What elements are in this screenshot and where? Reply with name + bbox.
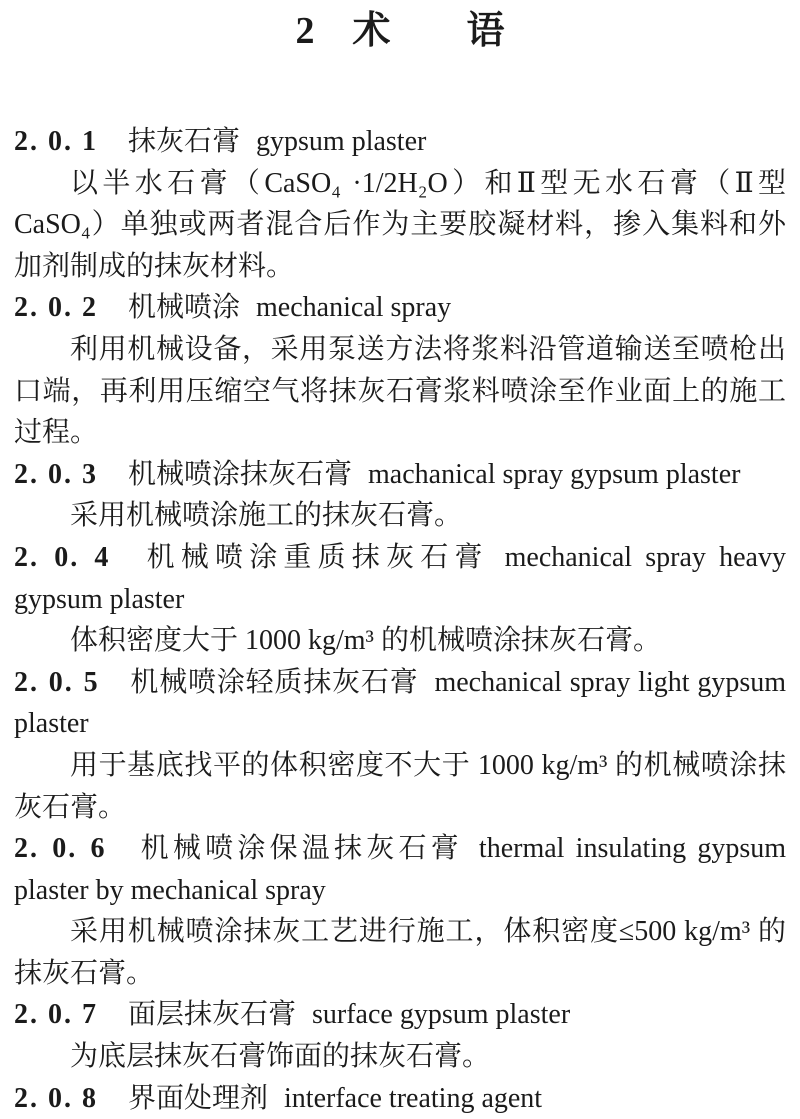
term-chinese: 机械喷涂保温抹灰石膏	[136, 833, 463, 865]
clause-number: 2. 0. 2	[14, 292, 98, 324]
clause-number: 2. 0. 1	[14, 126, 98, 157]
clause-definition: 采用机械喷涂施工的抹灰石膏。	[70, 500, 463, 532]
term-chinese: 机械喷涂重质抹灰石膏	[140, 541, 489, 573]
clause-heading	[14, 994, 786, 1036]
clause-number: 2. 0. 8	[14, 1082, 98, 1114]
clause-heading	[14, 287, 786, 329]
term-chinese: 机械喷涂轻质抹灰石膏	[129, 666, 419, 698]
clause-2-0-7	[14, 994, 786, 1077]
clause-2-0-2	[14, 287, 786, 453]
clause-heading	[14, 1078, 786, 1119]
clause-number: 2. 0. 5	[14, 666, 100, 698]
clause-2-0-5	[14, 662, 786, 828]
chapter-title: 2 术 语	[295, 10, 505, 52]
term-english: mechanical spray heavy gypsum plaster	[14, 541, 786, 615]
clause-heading	[14, 662, 786, 745]
clause-definition: 采用机械喷涂抹灰工艺进行施工，体积密度≤500 kg/m³ 的抹灰石膏。	[14, 916, 786, 989]
term-chinese: 面层抹灰石膏	[128, 999, 297, 1031]
term-english: gypsum plaster	[256, 126, 427, 157]
clause-definition: 以半水石膏（CaSO₄ ·1/2H₂O）和Ⅱ型无水石膏（Ⅱ型 CaSO₄）单独或两者混合后作为主要胶凝材料，掺入集料和外加剂制成的抹灰材料。	[14, 167, 786, 282]
clause-heading	[14, 454, 786, 496]
term-chinese: 抹灰石膏	[128, 126, 241, 157]
clause-number: 2. 0. 7	[14, 999, 98, 1031]
term-chinese: 机械喷涂抹灰石膏	[128, 458, 353, 490]
clause-number: 2. 0. 3	[14, 458, 98, 490]
clause-2-0-3	[14, 454, 786, 537]
clause-2-0-8	[14, 1078, 786, 1119]
term-english: surface gypsum plaster	[312, 999, 571, 1031]
term-chinese: 机械喷涂	[128, 292, 241, 324]
term-english: mechanical spray light gypsum plaster	[14, 666, 786, 740]
clause-2-0-1	[14, 121, 786, 287]
term-english: interface treating agent	[284, 1082, 543, 1114]
clause-definition: 为底层抹灰石膏饰面的抹灰石膏。	[70, 1041, 491, 1073]
clause-definition: 用于基底找平的体积密度不大于 1000 kg/m³ 的机械喷涂抹灰石膏。	[14, 749, 786, 823]
clause-heading	[14, 537, 786, 620]
clause-definition: 利用机械设备，采用泵送方法将浆料沿管道输送至喷枪出口端，再利用压缩空气将抹灰石膏浆料喷涂至作业面上的施工过程。	[14, 333, 786, 449]
term-english: thermal insulating gypsum plaster by mechanical spray	[14, 833, 787, 906]
clause-number: 2. 0. 6	[14, 833, 107, 865]
term-english: mechanical spray	[256, 292, 452, 324]
clause-heading	[14, 828, 786, 911]
clause-heading	[14, 121, 786, 163]
clause-definition: 体积密度大于 1000 kg/m³ 的机械喷涂抹灰石膏。	[70, 625, 661, 657]
term-english: machanical spray gypsum plaster	[368, 458, 741, 490]
clause-number: 2. 0. 4	[14, 541, 111, 573]
term-chinese: 界面处理剂	[128, 1082, 269, 1114]
clause-2-0-4	[14, 537, 786, 662]
clause-2-0-6	[14, 828, 786, 994]
